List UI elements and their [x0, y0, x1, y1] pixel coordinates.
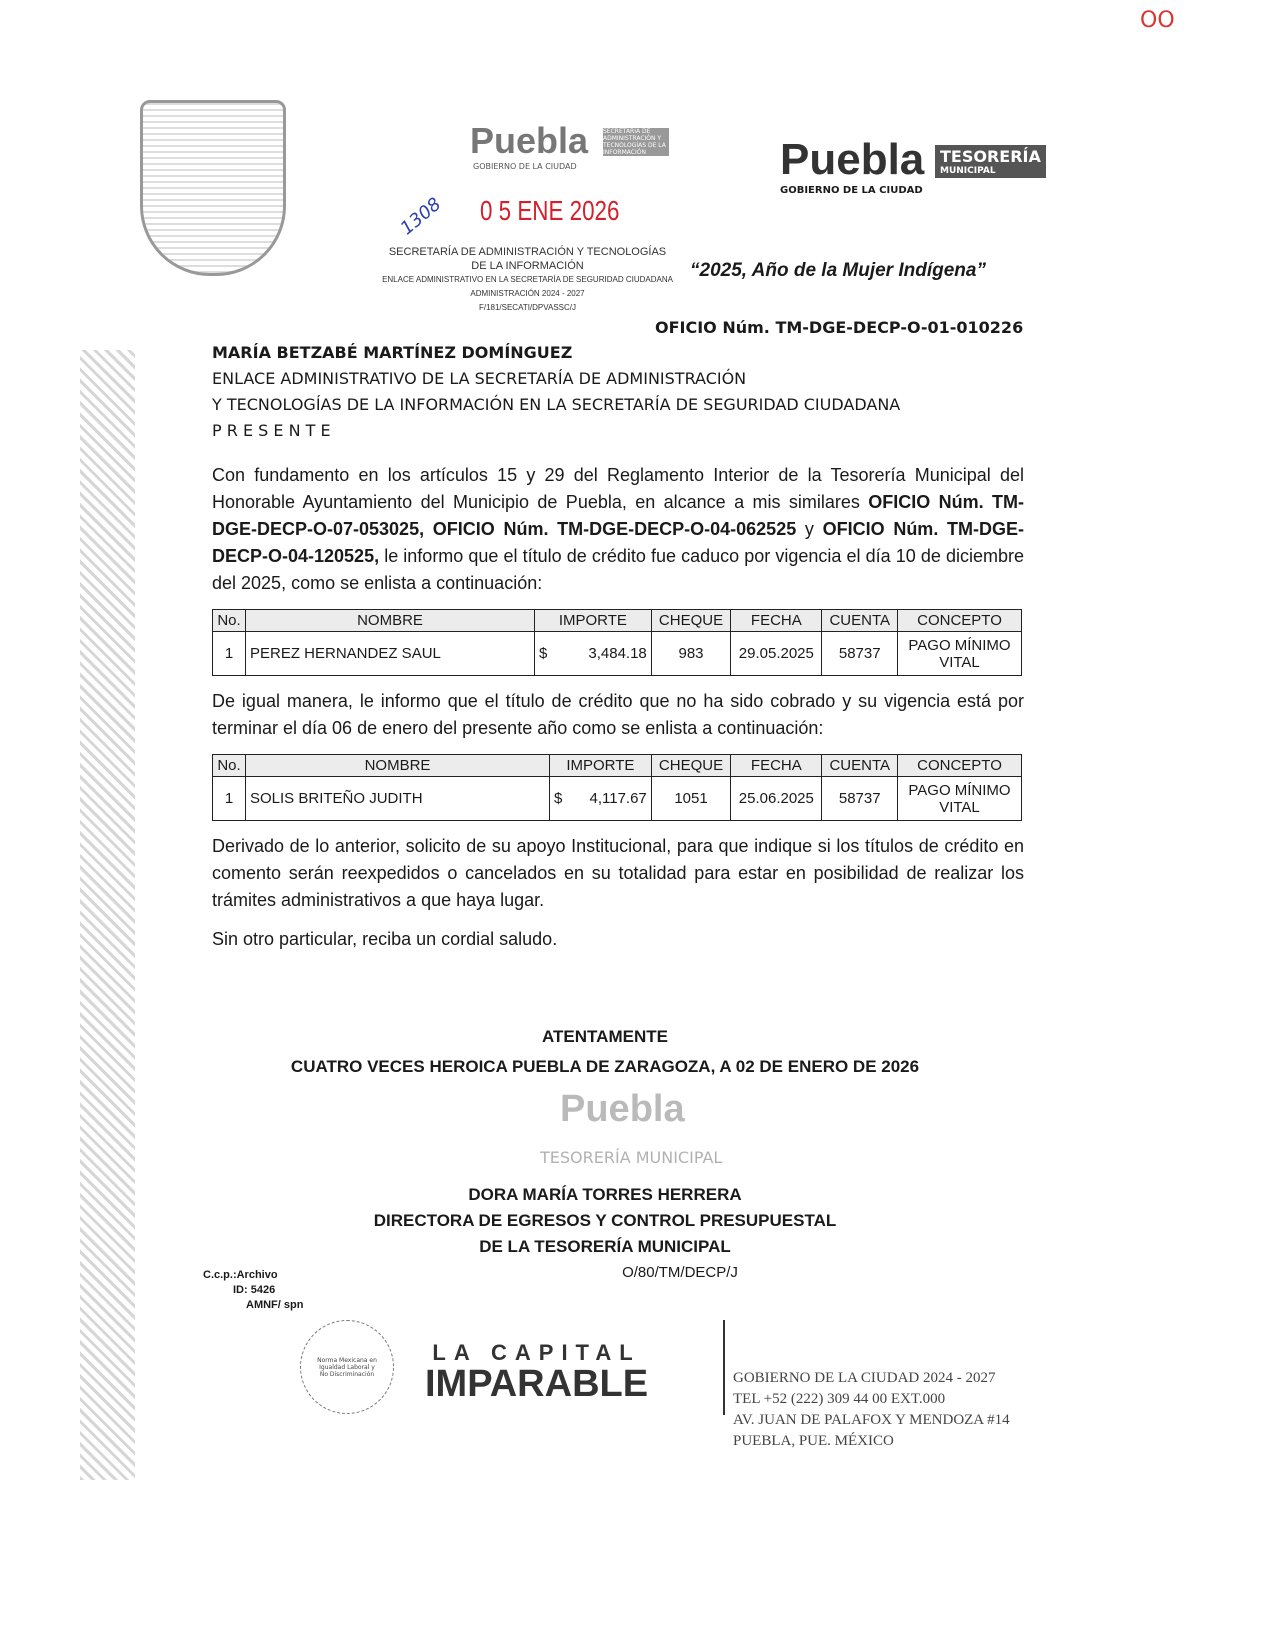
table-header-row: No. NOMBRE IMPORTE CHEQUE FECHA CUENTA CONCEPTO	[213, 755, 1022, 777]
receipt-stamp: SECRETARÍA DE ADMINISTRACIÓN Y TECNOLOGÍAS DE LA INFORMACIÓN ENLACE ADMINISTRATIVO EN LA SECRETARÍA DE SEGURIDAD CIUDADANA ADMINISTRACIÓN 2024 - 2027 F/181/SECATI/DPVASSC/J	[382, 246, 673, 312]
side-pattern	[80, 350, 135, 1480]
expired-checks-table	[212, 609, 1022, 676]
table-row: 1 PEREZ HERNANDEZ SAUL $ 3,484.18 983 29.05.2025 58737 PAGO MÍNIMO VITAL	[213, 632, 1022, 676]
handwritten-number: 1308	[396, 193, 446, 240]
footer-brand: LA CAPITAL IMPARABLE	[425, 1340, 649, 1405]
table-header-row: No. NOMBRE IMPORTE CHEQUE FECHA CUENTA CONCEPTO	[213, 610, 1022, 632]
expiring-checks-table	[212, 754, 1022, 821]
logo-right: Puebla GOBIERNO DE LA CIUDAD TESORERÍA MUNICIPAL	[780, 135, 924, 196]
ccp-block: C.c.p.:Archivo ID: 5426 AMNF/ spn	[203, 1269, 304, 1311]
coat-of-arms-seal	[140, 100, 286, 276]
oficio-number: OFICIO Núm. TM-DGE-DECP-O-01-010226	[655, 318, 1024, 337]
footer-address: GOBIERNO DE LA CIUDAD 2024 - 2027 TEL +52 (222) 309 44 00 EXT.000 AV. JUAN DE PALAFOX Y MENDOZA #14 PUEBLA, PUE. MÉXICO	[733, 1370, 1010, 1449]
recipient-block: MARÍA BETZABÉ MARTÍNEZ DOMÍNGUEZ ENLACE ADMINISTRATIVO DE LA SECRETARÍA DE ADMINISTRACIÓN Y TECNOLOGÍAS DE LA INFORMACIÓN EN LA SECRETARÍA DE SEGURIDAD CIUDADANA P R E S E N T E	[212, 343, 901, 440]
year-motto: “2025, Año de la Mujer Indígena”	[690, 260, 986, 281]
norma-seal: Norma Mexicana en Igualdad Laboral y No Discriminación	[300, 1320, 394, 1414]
tesoreria-seal: Puebla TESORERÍA MUNICIPAL	[540, 1088, 723, 1167]
paragraph-3: Derivado de lo anterior, solicito de su apoyo Institucional, para que indique si los títulos de crédito en comento serán reexpedidos o cancelados en su totalidad para estar en posibilidad de realizar los trámites administrativos a que haya lugar.	[212, 836, 1024, 910]
received-date-stamp: 0 5 ENE 2026	[480, 195, 620, 226]
corner-mark: OO	[1140, 8, 1175, 33]
paragraph-4: Sin otro particular, reciba un cordial saludo.	[212, 929, 558, 949]
paragraph-2: De igual manera, le informo que el título de crédito que no ha sido cobrado y su vigencia está por terminar el día 06 de enero del presente año como se enlista a continuación:	[212, 691, 1024, 738]
letter-body	[212, 462, 1024, 953]
table-row: 1 SOLIS BRITEÑO JUDITH $ 4,117.67 1051 25.06.2025 58737 PAGO MÍNIMO VITAL	[213, 777, 1022, 821]
footer-divider	[723, 1320, 725, 1415]
paragraph-1: Con fundamento en los artículos 15 y 29 del Reglamento Interior de la Tesorería Municipal del Honorable Ayuntamiento del Municipio de Puebla, en alcance a mis similares OFICIO Núm. TM-DGE-DECP-O-07-053025, OFICIO Núm. TM-DGE-DECP-O-04-062525 y OFICIO Núm. TM-DGE-DECP-O-04-120525, le informo que el título de crédito fue caduco por vigencia el día 10 de diciembre del 2025, como se enlista a continuación:	[212, 465, 1025, 593]
signature-block: DORA MARÍA TORRES HERRERA DIRECTORA DE EGRESOS Y CONTROL PRESUPUESTAL DE LA TESORERÍA MUNICIPAL O/80/TM/DECP/J	[373, 1185, 837, 1281]
closing-block: ATENTAMENTE CUATRO VECES HEROICA PUEBLA DE ZARAGOZA, A 02 DE ENERO DE 2026	[290, 1027, 920, 1076]
logo-left: Puebla GOBIERNO DE LA CIUDAD SECRETARÍA DE ADMINISTRACIÓN Y TECNOLOGÍAS DE LA INFORMACIÓN	[385, 120, 588, 171]
